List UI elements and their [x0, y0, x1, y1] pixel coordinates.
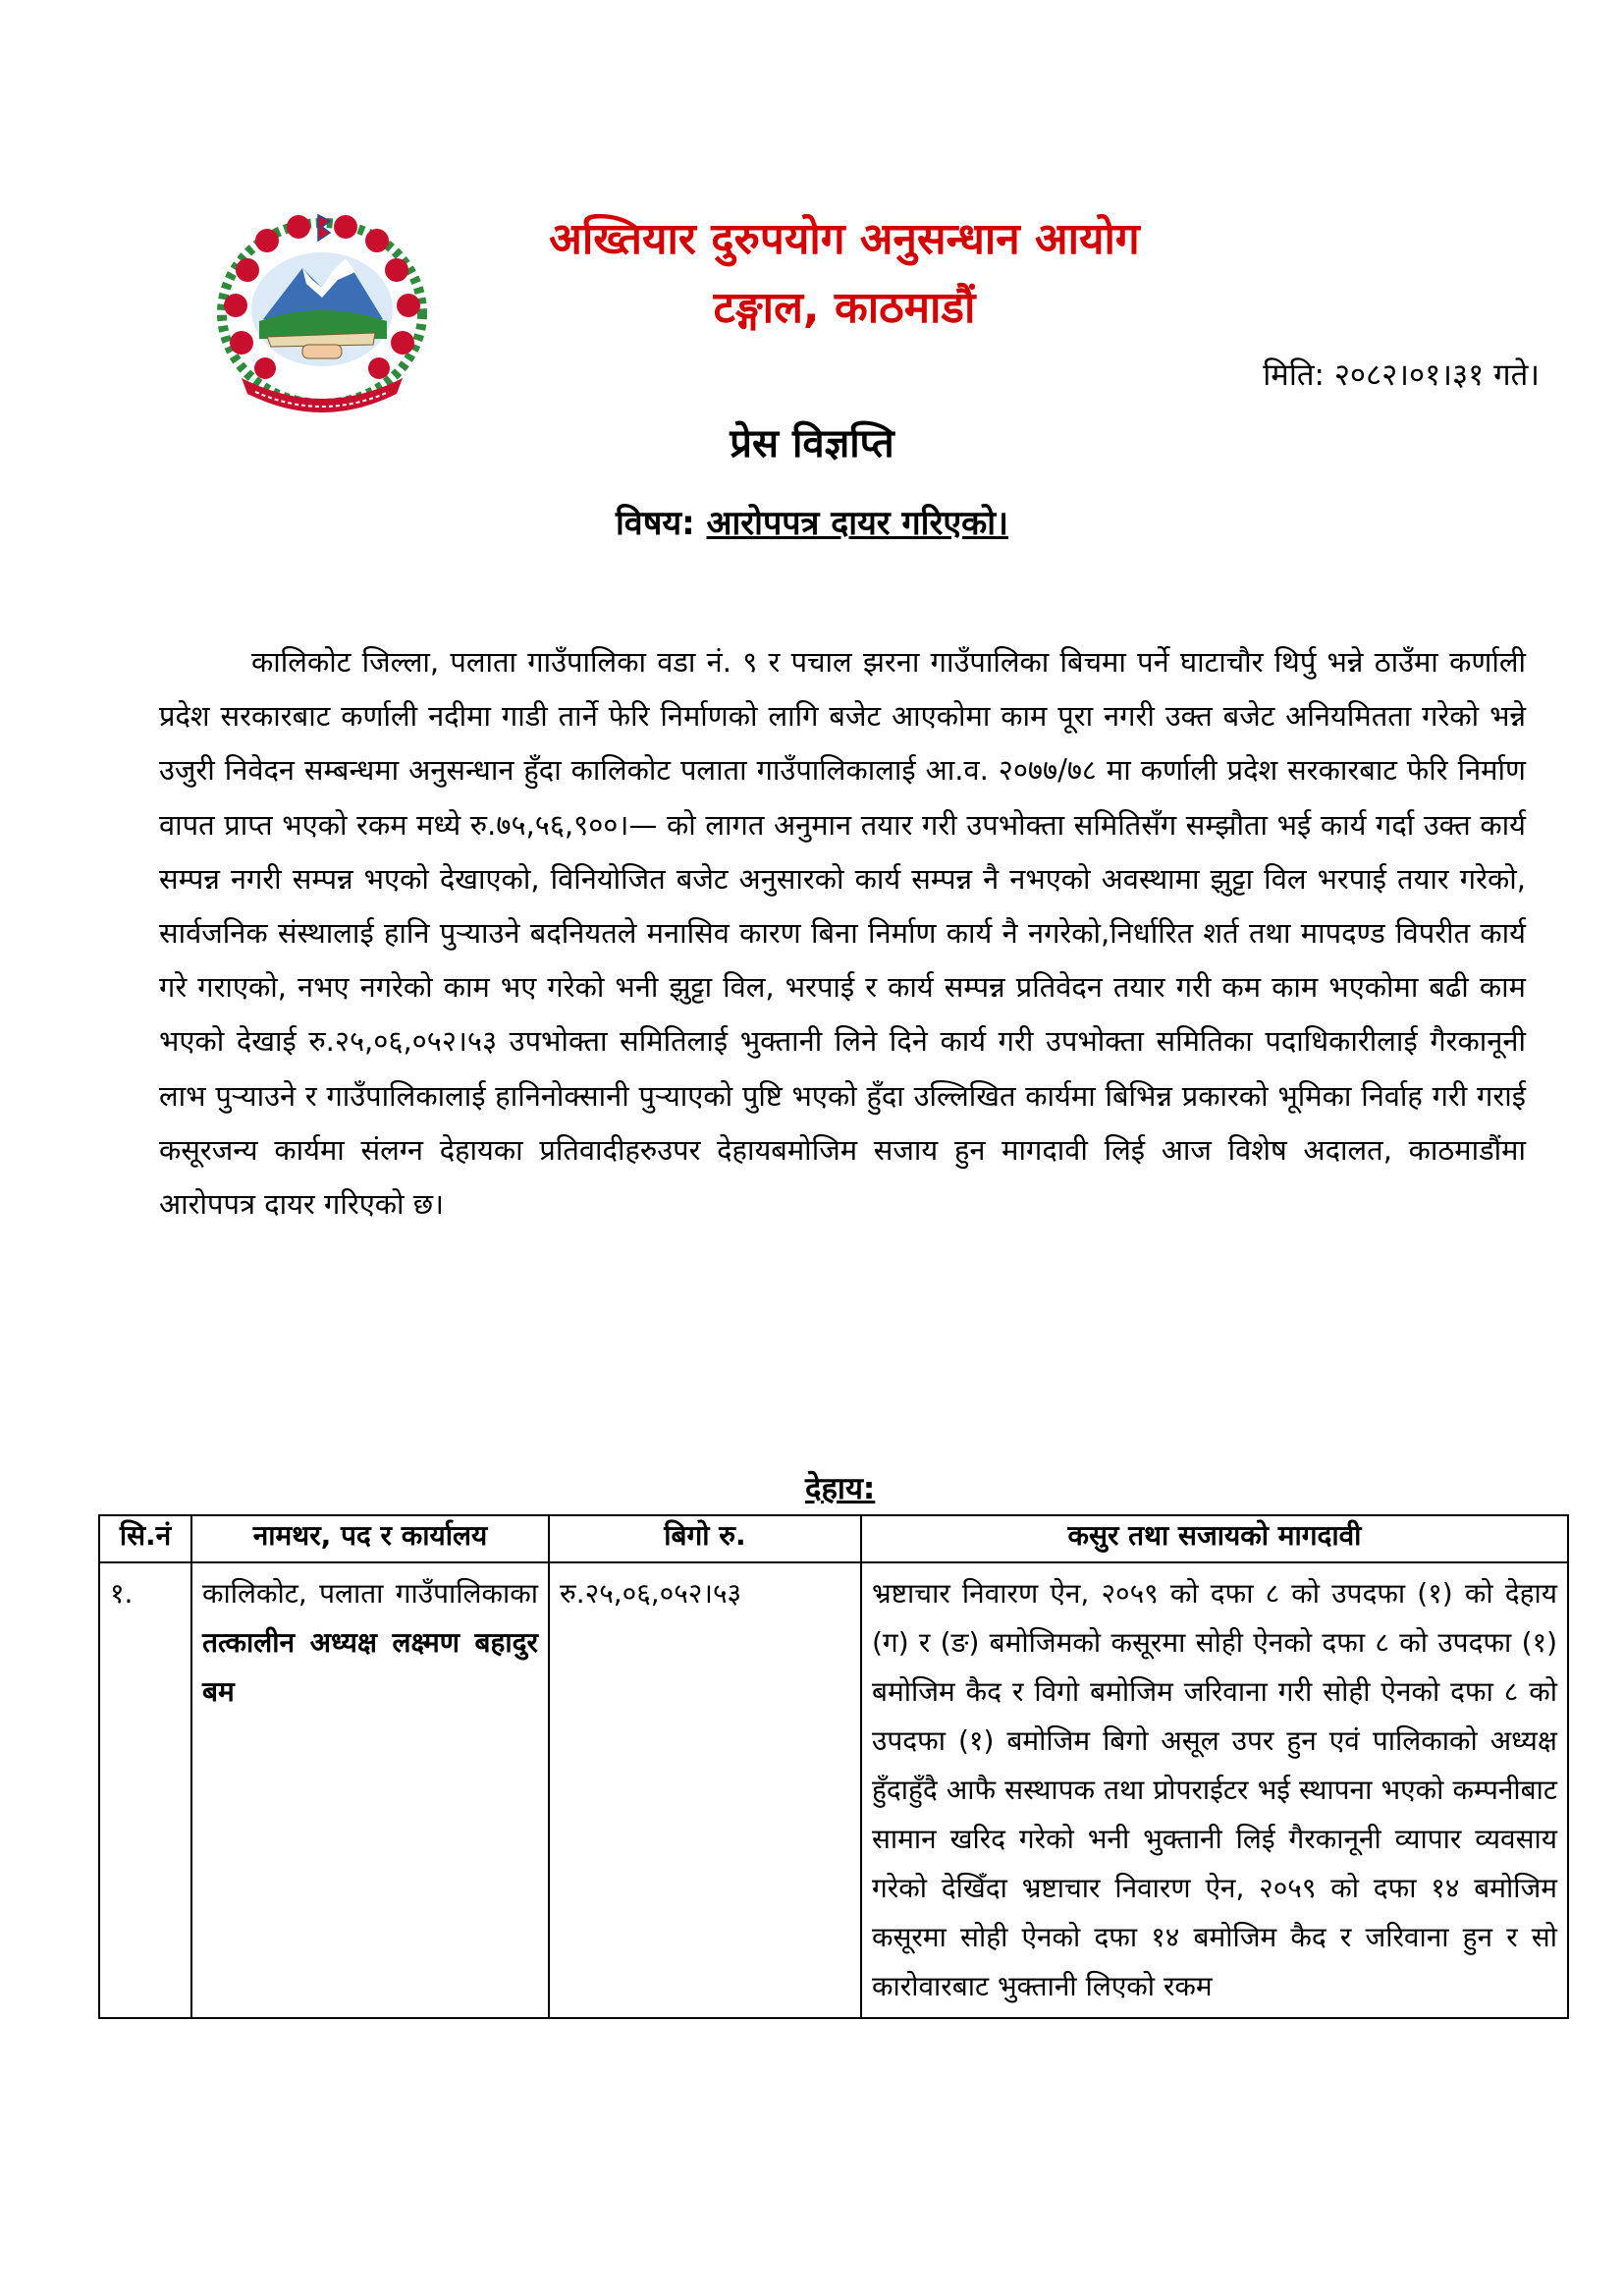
- document-title: प्रेस विज्ञप्ति: [730, 421, 894, 466]
- list-heading: देहाय:: [805, 1471, 876, 1506]
- row-amount: रु.२५,०६,०५२।५३: [549, 1562, 861, 2018]
- header-charge: कसुर तथा सजायको मागदावी: [861, 1515, 1568, 1562]
- subject-text: आरोपपत्र दायर गरिएको।: [706, 504, 1008, 543]
- government-emblem: [208, 211, 436, 415]
- table-header-row: [99, 1515, 1568, 1562]
- row-serial: १.: [99, 1562, 191, 2018]
- issue-date: मिति: २०८२।०१।३१ गते।: [1263, 357, 1540, 393]
- defendants-table: [98, 1514, 1569, 2019]
- subject-prefix: विषय:: [615, 504, 695, 543]
- row-name: [191, 1562, 549, 2018]
- organization-location: टङ्गाल, काठमाडौं: [713, 283, 976, 333]
- header-name: नामथर, पद र कार्यालय: [191, 1515, 549, 1562]
- header-amount: बिगो रु.: [549, 1515, 861, 1562]
- subject-line: [0, 501, 1624, 546]
- press-release-body: कालिकोट जिल्ला, पलाता गाउँपालिका वडा नं. ९ र पचाल झरना गाउँपालिका बिचमा पर्ने घाटाचौर थिर्पु भन्ने ठाउँमा कर्णाली प्रदेश सरकारबाट कर्णाली नदीमा गाडी तार्ने फेरि निर्माणको लागि बजेट आएकोमा काम पूरा नगरी उक्त बजेट अनियमितता गरेको भन्ने उजुरी निवेदन सम्बन्धमा अनुसन्धान हुँदा कालिकोट पलाता गाउँपालिकालाई आ.व. २०७७/७८ मा कर्णाली प्रदेश सरकारबाट फेरि निर्माण वापत प्राप्त भएको रकम मध्ये रु.७५,५६,९००।— को लागत अनुमान तयार गरी उपभोक्ता समितिसँग सम्झौता भई कार्य गर्दा उक्त कार्य सम्पन्न नगरी सम्पन्न भएको देखाएको, विनियोजित बजेट अनुसारको कार्य सम्पन्न नै नभएको अवस्थामा झुट्टा विल भरपाई तयार गरेको, सार्वजनिक संस्थालाई हानि पुऱ्याउने बदनियतले मनासिव कारण बिना निर्माण कार्य नै नगरेको,निर्धारित शर्त तथा मापदण्ड विपरीत कार्य गरे गराएको, नभए नगरेको काम भए गरेको भनी झुट्टा विल, भरपाई र कार्य सम्पन्न प्रतिवेदन तयार गरी कम काम भएकोमा बढी काम भएको देखाई रु.२५,०६,०५२।५३ उपभोक्ता समितिलाई भुक्तानी लिने दिने कार्य गरी उपभोक्ता समितिका पदाधिकारीलाई गैरकानूनी लाभ पुऱ्याउने र गाउँपालिकालाई हानिनोक्सानी पुऱ्याएको पुष्टि भएको हुँदा उल्लिखित कार्यमा बिभिन्न प्रकारको भूमिका निर्वाह गरी गराई कसूरजन्य कार्यमा संलग्न देहायका प्रतिवादीहरुउपर देहायबमोजिम सजाय हुन मागदावी लिई आज विशेष अदालत, काठमाडौंमा आरोपपत्र दायर गरिएको छ।: [159, 645, 1526, 1222]
- organization-name: अख्तियार दुरुपयोग अनुसन्धान आयोग: [549, 214, 1140, 264]
- table-row: [99, 1562, 1568, 2018]
- row-charge: भ्रष्टाचार निवारण ऐन, २०५९ को दफा ८ को उपदफा (१) को देहाय (ग) र (ङ) बमोजिमको कसूरमा सोही ऐनको दफा ८ को उपदफा (१) बमोजिम कैद र विगो बमोजिम जरिवाना गरी सोही ऐनको दफा ८ को उपदफा (१) बमोजिम बिगो असूल उपर हुन एवं पालिकाको अध्यक्ष हुँदाहुँदै आफै सस्थापक तथा प्रोपराईटर भई स्थापना भएको कम्पनीबाट सामान खरिद गरेको भनी भुक्तानी लिई गैरकानूनी व्यापार व्यवसाय गरेको देखिँदा भ्रष्टाचार निवारण ऐन, २०५९ को दफा १४ बमोजिम कसूरमा सोही ऐनको दफा १४ बमोजिम कैद र जरिवाना हुन र सो कारोवारबाट भुक्तानी लिएको रकम: [861, 1562, 1568, 2018]
- name-title: तत्कालीन अध्यक्ष लक्ष्मण बहादुर बम: [202, 1626, 538, 1708]
- name-office: कालिकोट, पलाता गाउँपालिकाका: [202, 1577, 538, 1610]
- header-serial: सि.नं: [99, 1515, 191, 1562]
